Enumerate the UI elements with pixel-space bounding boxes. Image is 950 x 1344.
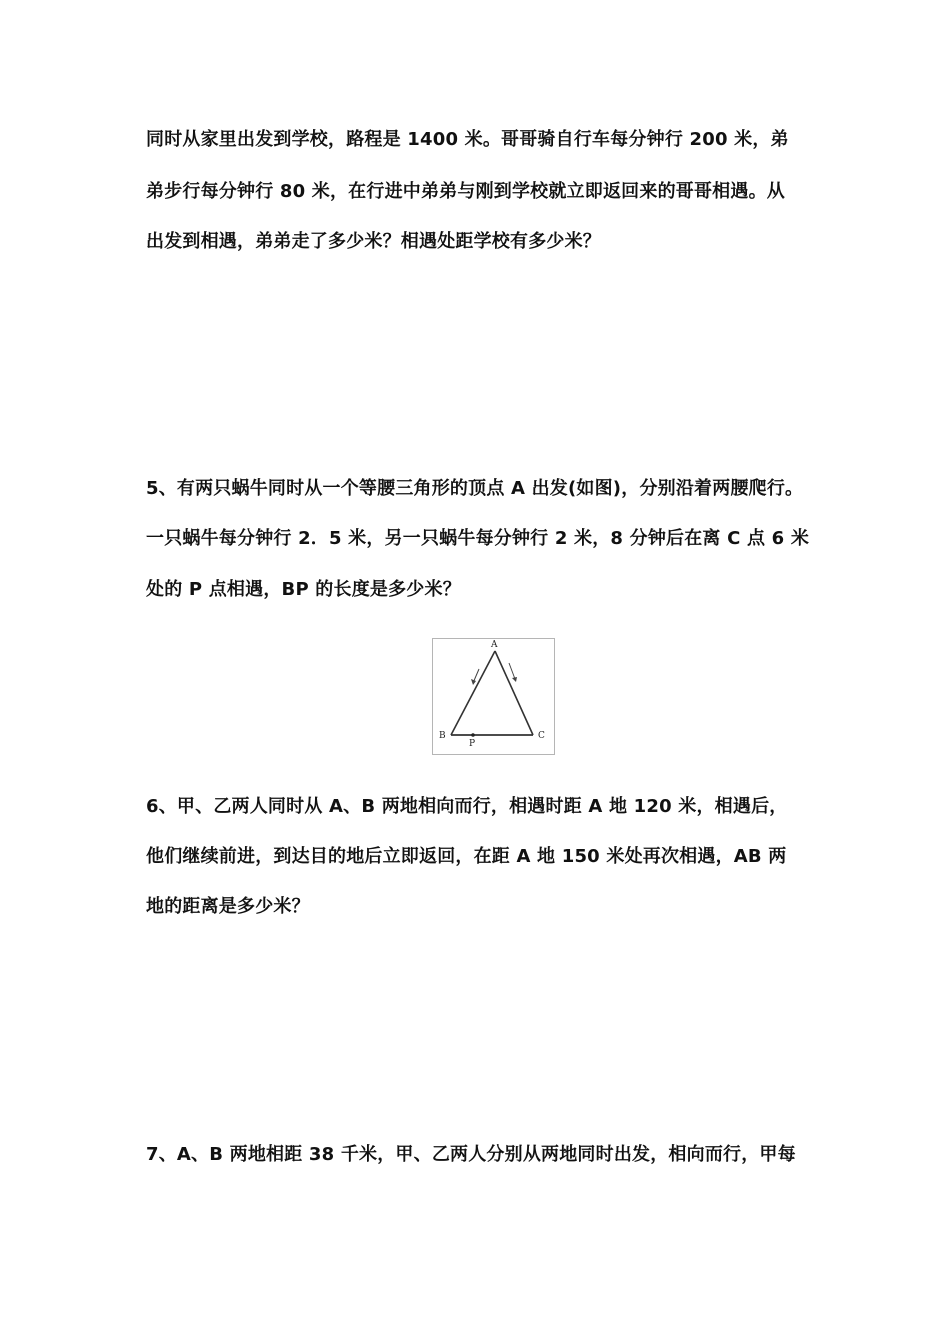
triangle-figure (432, 638, 555, 755)
problem-4-line-3: 出发到相遇，弟弟走了多少米？相遇处距学校有多少米？ (146, 231, 601, 252)
vertex-a-label: A (491, 640, 498, 650)
problem-6-line-1: 6、甲、乙两人同时从 A、B 两地相向而行，相遇时距 A 地 120 米，相遇后， (146, 796, 788, 817)
vertex-c-label: C (538, 731, 545, 741)
arrow-right-head (512, 677, 517, 682)
problem-7-line-1: 7、A、B 两地相距 38 千米，甲、乙两人分别从两地同时出发，相向而行，甲每 (146, 1144, 796, 1165)
triangle-leg-ac (495, 651, 533, 735)
vertex-b-label: B (439, 731, 446, 741)
problem-6-line-2: 他们继续前进，到达目的地后立即返回，在距 A 地 150 米处再次相遇，AB 两 (146, 846, 787, 867)
triangle-svg (433, 639, 554, 754)
triangle-leg-ab (451, 651, 495, 735)
arrow-left-head (471, 679, 476, 685)
problem-5-line-3: 处的 P 点相遇，BP 的长度是多少米？ (146, 579, 461, 600)
problem-4-line-2: 弟步行每分钟行 80 米，在行进中弟弟与刚到学校就立即返回来的哥哥相遇。从 (146, 181, 785, 202)
point-p-dot (471, 733, 475, 737)
problem-5-line-1: 5、有两只蜗牛同时从一个等腰三角形的顶点 A 出发(如图)，分别沿着两腰爬行。 (146, 478, 804, 499)
problem-6-line-3: 地的距离是多少米？ (146, 896, 310, 917)
point-p-label: P (469, 739, 476, 749)
problem-4-line-1: 同时从家里出发到学校，路程是 1400 米。哥哥骑自行车每分钟行 200 米，弟 (146, 129, 789, 150)
problem-5-line-2: 一只蜗牛每分钟行 2．5 米，另一只蜗牛每分钟行 2 米，8 分钟后在离 C 点 6 米 (146, 528, 810, 549)
arrow-right-leg (509, 663, 515, 679)
